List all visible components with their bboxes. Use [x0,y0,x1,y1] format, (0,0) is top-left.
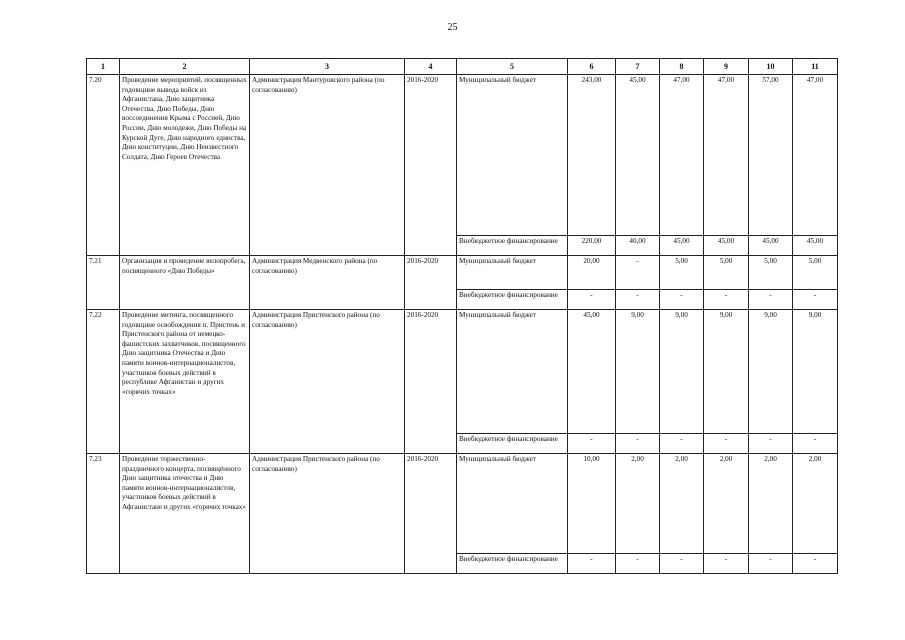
funding-value: 220,00 [568,236,616,256]
funding-value: 47,00 [793,75,838,236]
row-period: 2016-2020 [405,75,457,256]
row-code: 7.21 [87,256,120,310]
page-number: 25 [447,22,458,33]
funding-source: Муниципальный бюджет [457,454,568,554]
funding-value: 5,00 [749,256,793,290]
funding-value: 47,00 [704,75,749,236]
funding-source: Внебюджетное финансирование [457,290,568,310]
funding-value: 2,00 [616,454,660,554]
row-activity: Проведение торжественно-праздничного концерта, посвящённого Дню защитника отечества и Дню памяти воинов-интернационалистов, участников боевых действий в Афганистане и других «горячих точках» [120,454,250,574]
funding-value: - [793,554,838,574]
column-header: 3 [250,59,405,75]
row-executor: Администрация Пристенского района (по согласованию) [250,310,405,454]
row-code: 7.22 [87,310,120,454]
funding-value: 45,00 [568,310,616,434]
funding-value: 2,00 [793,454,838,554]
column-header: 4 [405,59,457,75]
funding-value: - [616,434,660,454]
funding-value: 45,00 [616,75,660,236]
funding-value: - [568,554,616,574]
column-header: 7 [616,59,660,75]
funding-value: - [793,290,838,310]
funding-value: 5,00 [793,256,838,290]
funding-value: 5,00 [704,256,749,290]
funding-value: 45,00 [704,236,749,256]
column-header: 1 [87,59,120,75]
funding-value: - [704,290,749,310]
row-period: 2016-2020 [405,256,457,310]
funding-value: - [616,256,660,290]
row-code: 7.20 [87,75,120,256]
funding-value: - [616,290,660,310]
funding-value: 40,00 [616,236,660,256]
column-header: 5 [457,59,568,75]
funding-value: - [660,554,704,574]
funding-value: 9,00 [749,310,793,434]
column-header: 6 [568,59,616,75]
row-activity: Проведение мероприятий, посвященных годовщине вывода войск из Афганистана, Дню защитника Отечества, Дню Победы, Дню воссоединения Крыма с Россией, Дню России, Дню молодежи, Дню Победы на Курской Дуге, Дню народного единства, Дню конституции, Дню Неизвестного Солдата, Дню Героев Отечества [120,75,250,256]
row-period: 2016-2020 [405,454,457,574]
funding-value: 2,00 [749,454,793,554]
funding-value: 45,00 [660,236,704,256]
funding-value: 9,00 [616,310,660,434]
funding-value: 5,00 [660,256,704,290]
funding-value: - [749,290,793,310]
column-header: 10 [749,59,793,75]
measures-table [86,58,838,574]
funding-source: Внебюджетное финансирование [457,434,568,454]
funding-value: 2,00 [660,454,704,554]
table-row [87,256,838,290]
funding-value: 9,00 [704,310,749,434]
funding-source: Внебюджетное финансирование [457,236,568,256]
funding-value: - [660,434,704,454]
row-period: 2016-2020 [405,310,457,454]
funding-value: 57,00 [749,75,793,236]
funding-value: - [660,290,704,310]
funding-value: - [749,434,793,454]
funding-value: - [568,434,616,454]
column-header: 2 [120,59,250,75]
funding-value: - [704,554,749,574]
funding-value: 20,00 [568,256,616,290]
funding-value: - [616,554,660,574]
table-row [87,454,838,554]
column-header: 9 [704,59,749,75]
funding-source: Внебюджетное финансирование [457,554,568,574]
funding-value: - [749,554,793,574]
table-row [87,310,838,434]
column-header: 8 [660,59,704,75]
funding-value: 2,00 [704,454,749,554]
row-executor: Администрация Пристенского района (по согласованию) [250,454,405,574]
funding-value: - [704,434,749,454]
funding-source: Муниципальный бюджет [457,75,568,236]
funding-value: 45,00 [793,236,838,256]
funding-source: Муниципальный бюджет [457,256,568,290]
funding-value: 47,00 [660,75,704,236]
funding-value: 9,00 [793,310,838,434]
header-row [87,59,838,75]
row-executor: Администрация Медвенского района (по согласованию) [250,256,405,310]
funding-value: 9,00 [660,310,704,434]
column-header: 11 [793,59,838,75]
funding-value: - [793,434,838,454]
funding-source: Муниципальный бюджет [457,310,568,434]
funding-value: - [568,290,616,310]
funding-value: 10,00 [568,454,616,554]
funding-value: 45,00 [749,236,793,256]
table-row [87,75,838,236]
row-activity: Организация и проведение велопробега, посвященного «Дню Победы» [120,256,250,310]
row-executor: Администрация Мантуровского района (по согласованию) [250,75,405,256]
row-activity: Проведение митинга, посвященного годовщине освобождения п. Пристень и Пристенского района от немецко-фашистских захватчиков, посвященного Дню защитника Отечества и Дню памяти воинов-интернационалистов, участников боевых действий в республике Афганистан и других «горячих точках» [120,310,250,454]
funding-value: 243,00 [568,75,616,236]
row-code: 7.23 [87,454,120,574]
